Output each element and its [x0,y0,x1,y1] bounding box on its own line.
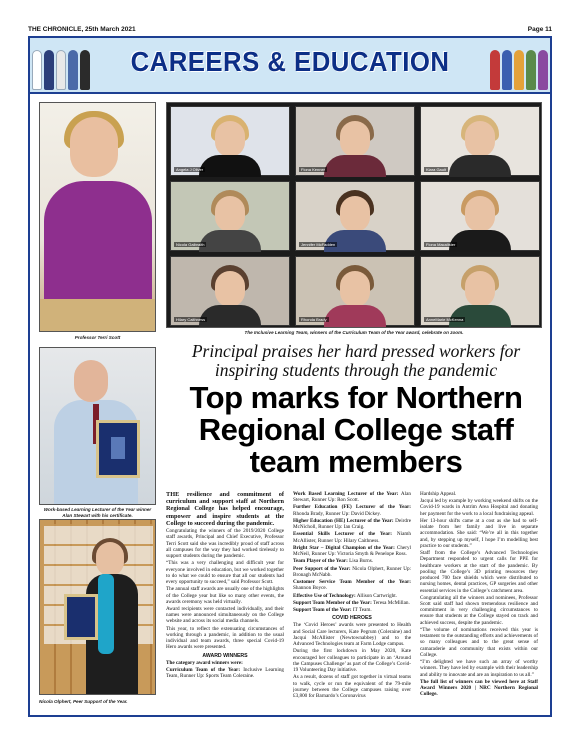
paragraph: The annual staff awards are usually one of the highlights of the College year but like so many other events, the awards ceremony was held virtually. [166,586,284,605]
banner-people-right [490,38,548,94]
award-entry: Peer Support of the Year: Nicola Olphert, Runner Up: Bronagh McNabb. [293,565,411,578]
article-column-1 [166,491,284,698]
zoom-tile: Hilary Caithness [170,256,290,326]
zoom-call-photo [166,102,542,328]
paragraph: During the first lockdown in May 2020, Kate encouraged her colleagues to participate in an ‘Around the Campuses Challenge’ as part of the College’s Covid-19 Volunteering Day initiative. [293,648,411,674]
section-heading: COVID HEROES [332,615,372,622]
paragraph: As a result, dozens of staff got together in virtual teams to walk, cycle or run the equivalent of the 79-mile journey between the College campuses raising over £3,800 for Barnardo’s Coronavirus [293,674,411,698]
page-header [28,24,552,36]
paragraph: The full list of winners can be viewed here at Staff Award Winners 2020 | NRC Northern Regional College. [420,678,538,698]
certificate-image [96,420,140,478]
award-entry: Support Team Member of the Year: Teresa McMillan. [293,599,410,606]
award-entry: Essential Skills Lecturer of the Year: Niamh McAllister, Runner Up: Hilary Caithness. [293,531,411,544]
nicola-caption: Nicola Olphert, Peer Support of the Year. [39,699,128,704]
paragraph: “I’m delighted we have such an array of worthy winners. They have led by example with their leadership and ability to innovate and are an inspiration to us all.” [420,659,538,678]
paragraph: Congratulating all the winners and nominees, Professor Scott said staff had shown tremendous resilience and commitment in very challenging circumstances to ensure that students at the College stayed on track and achieved success, despite the pandemic. [420,594,538,626]
paragraph: “This was a very challenging and difficult year for everyone involved in education, but we worked together to do what we could to ensure that all our students had every opportunity to succeed,” said Professor Scott. [166,560,284,586]
section-title: CAREERS & EDUCATION [130,46,450,77]
paragraph: “The volume of nominations received this year is testament to the outstanding efforts and achievements of so many colleagues and to the great sense of camaraderie and community that exists within our College. [420,626,538,658]
paragraph: Her 13-hour shifts came at a cost as she had to self-isolate from her family and live in separate accommodation. She said: “We’re all in this together and, by stepping up myself, I hope I’m modelling best practice to our students.” [420,517,538,549]
section-banner [30,38,550,94]
publication-date: THE CHRONICLE, 25th March 2021 [28,26,136,33]
paragraph: The category award winners were: [166,659,243,666]
article-column-2 [293,491,411,698]
zoom-tile: Fiona Macalister [420,181,540,251]
page-frame [28,36,552,717]
award-entry: Team Player of the Year: Lisa Burns. [293,558,374,565]
terri-scott-photo [39,102,156,332]
zoom-tile: Rhonda Brady [295,256,415,326]
award-entry: Effective Use of Technology: Allison Cartwright. [293,592,398,599]
article-subheadline: Principal praises her hard pressed workers for inspiring students through the pandemic [191,341,521,380]
article-column-3 [420,491,538,698]
zoom-tile: Nicola Galbraith [170,181,290,251]
award-entry: Further Education (FE) Lecturer of the Year: Rhonda Brady, Runner Up: David Dickey. [293,504,411,517]
article-lead: THE resilience and commitment of curriculum and support staff at Northern Regional College has helped encourage, empower and inspire students at the College to succeed during the pandemic. [166,491,284,527]
award-entry: Customer Service Team Member of the Year: Shannon Boyce. [293,579,411,592]
award-entry: Bright Star – Digital Champion of the Year: Cheryl McNeil, Runner Up: Victoria Smyth & Penelope Ross. [293,544,411,558]
paragraph: Hardship Appeal. [420,491,457,497]
zoom-tile: Fiona Kenner [295,106,415,176]
paragraph: Staff from the College’s Advanced Technologies Department responded to urgent calls for PPE for healthcare workers at the start of the pandemic. By pooling the College’s 3D printing resources they produced 700 face shields which were distributed to nursing homes, dental practices, GP surgeries and other essential services in the College’s catchment area. [420,550,538,594]
paragraph: Congratulating the winners of the 2019/2020 College staff awards, Principal and Chief Executive, Professor Terri Scott said she was incredibly proud of staff across all campuses for the way they had worked tirelessly to support students during the pandemic. [166,528,284,560]
award-entry: Support Team of the Year: IT Team. [293,606,372,613]
page-number: Page 11 [527,26,552,33]
zoom-tile: Angela J Oliver [170,106,290,176]
certificate-image [64,594,98,640]
team-caption: The Inclusive Learning Team, winners of the Curriculum Team of the Year award, celebrate on zoom. [244,330,464,335]
paragraph: The ‘Covid Heroes’ awards were presented to Health and Social Care lecturers, Kate Pegrum (Coleraine) and Jacqui McAllister (Newtownabbey) and to the Advanced Technologies team at Farm Lodge campus. [293,622,411,648]
banner-people-left [32,38,90,94]
zoom-tile: Kiara Gault [420,106,540,176]
alan-stewart-photo [39,347,156,505]
paragraph: Award recipients were contacted individually, and their names were announced simultaneously on the College website and across its social media channels. [166,605,284,625]
paragraph: This year, to reflect the extenuating circumstances of working through a pandemic, in addition to the usual individual and team awards, three special Covid-19 Hero awards were presented. [166,625,284,651]
terri-caption: Professor Terri Scott [74,335,121,340]
nicola-olphert-photo [39,519,156,695]
article-headline: Top marks for Northern Regional College staff team members [189,380,523,480]
award-entry: Higher Education (HE) Lecturer of the Year: Deirdre McNicholl, Runner Up: Ian Craig. [293,517,411,531]
paragraph: Curriculum Team of the Year: Inclusive Learning Team, Runner Up: Sports Team Coleraine. [166,667,284,680]
zoom-tile: Jennifer McFadden [295,181,415,251]
zoom-tile: AnneMarie McKenna [420,256,540,326]
award-entry: Work Based Learning Lecturer of the Year: Alan Stewart, Runner Up: Ron Scott. [293,491,411,504]
paragraph: Jacqui led by example by working weekend shifts on the Covid-19 wards in Antrim Area Hospital and donating her payment for the work to a local fundraising appeal. [420,498,538,517]
section-heading: AWARD WINNERS [202,652,248,659]
alan-caption: Work-based Learning Lecturer of the Year winner Alan Stewart with his certificate. [43,507,152,518]
